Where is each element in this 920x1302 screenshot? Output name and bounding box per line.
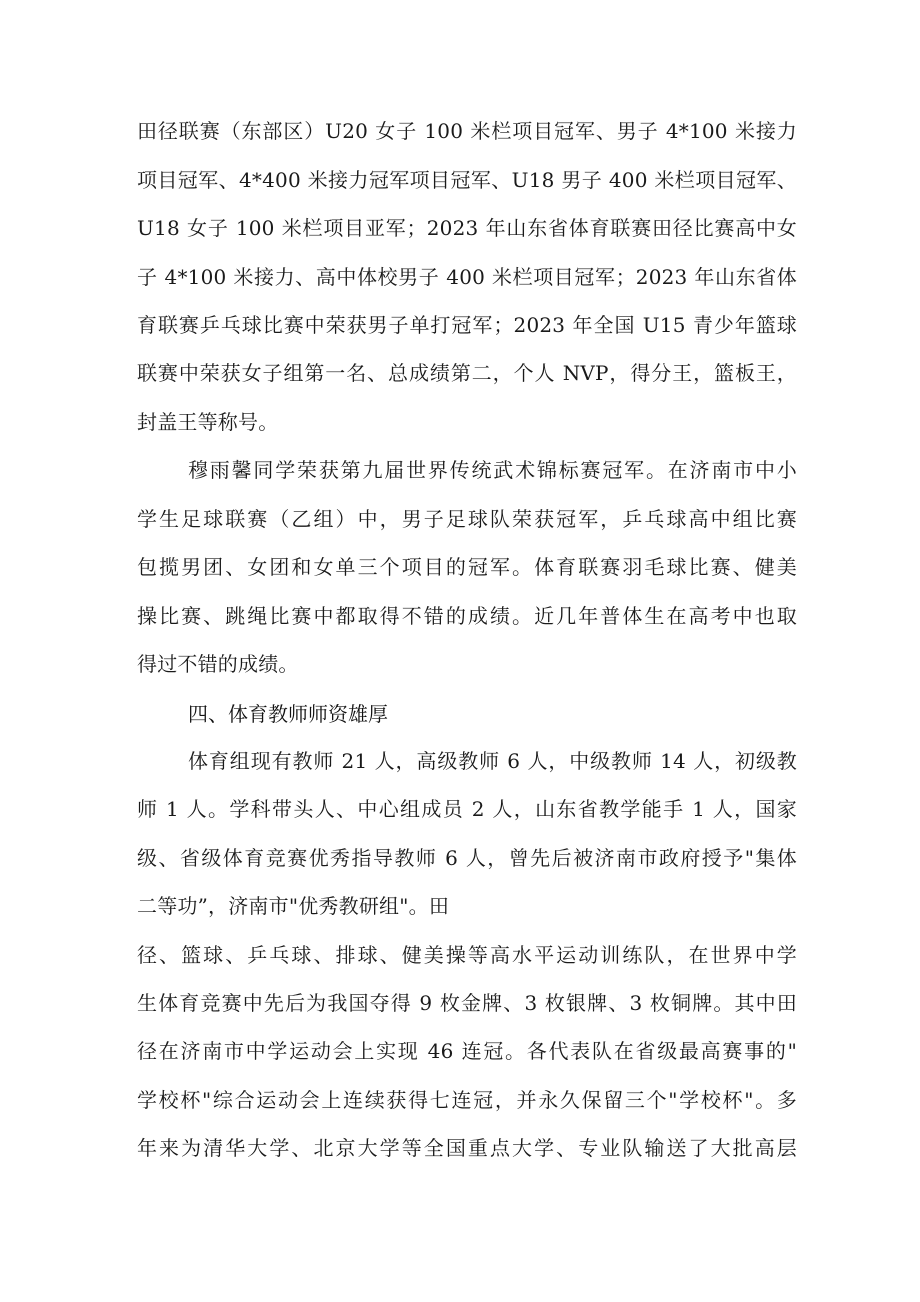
section-heading: 四、体育教师师资雄厚	[188, 702, 388, 726]
paragraph4-line-1: 径、篮球、乒乓球、排球、健美操等高水平运动训练队，在世界中学	[137, 943, 797, 967]
paragraph4-line-3: 径在济南市中学运动会上实现 46 连冠。各代表队在省级最高赛事的"	[137, 1039, 797, 1063]
paragraph2-line-1: 穆雨馨同学荣获第九届世界传统武术锦标赛冠军。在济南市中小	[188, 458, 797, 482]
paragraph2-line-3: 包揽男团、女团和女单三个项目的冠军。体育联赛羽毛球比赛、健美	[137, 555, 797, 579]
paragraph1-line-4: 子 4*100 米接力、高中体校男子 400 米栏项目冠军；2023 年山东省体	[137, 265, 797, 289]
paragraph2-line-5: 得过不错的成绩。	[137, 652, 299, 676]
paragraph2-line-4: 操比赛、跳绳比赛中都取得不错的成绩。近几年普体生在高考中也取	[137, 604, 797, 628]
paragraph3-line-1: 体育组现有教师 21 人，高级教师 6 人，中级教师 14 人，初级教	[188, 749, 797, 773]
paragraph4-line-2: 生体育竞赛中先后为我国夺得 9 枚金牌、3 枚银牌、3 枚铜牌。其中田	[137, 991, 797, 1015]
paragraph1-line-3: U18 女子 100 米栏项目亚军；2023 年山东省体育联赛田径比赛高中女	[137, 216, 797, 240]
paragraph4-line-5: 年来为清华大学、北京大学等全国重点大学、专业队输送了大批高层	[137, 1136, 797, 1160]
paragraph1-line-5: 育联赛乒乓球比赛中荣获男子单打冠军；2023 年全国 U15 青少年篮球	[137, 313, 797, 337]
paragraph1-line-6: 联赛中荣获女子组第一名、总成绩第二，个人 NVP，得分王，篮板王，	[137, 361, 797, 385]
paragraph2-line-2: 学生足球联赛（乙组）中，男子足球队荣获冠军，乒乓球高中组比赛	[137, 507, 797, 531]
paragraph1-line-1: 田径联赛（东部区）U20 女子 100 米栏项目冠军、男子 4*100 米接力	[137, 119, 797, 143]
paragraph4-line-4: 学校杯"综合运动会上连续获得七连冠，并永久保留三个"学校杯"。多	[137, 1088, 797, 1112]
paragraph1-line-2: 项目冠军、4*400 米接力冠军项目冠军、U18 男子 400 米栏项目冠军、	[137, 168, 797, 192]
paragraph3-line-3: 级、省级体育竞赛优秀指导教师 6 人，曾先后被济南市政府授予"集体	[137, 846, 797, 870]
paragraph1-line-7: 封盖王等称号。	[137, 410, 279, 434]
paragraph3-line-4: 二等功”，济南市"优秀教研组"。田	[137, 894, 450, 918]
paragraph3-line-2: 师 1 人。学科带头人、中心组成员 2 人，山东省教学能手 1 人，国家	[137, 797, 797, 821]
